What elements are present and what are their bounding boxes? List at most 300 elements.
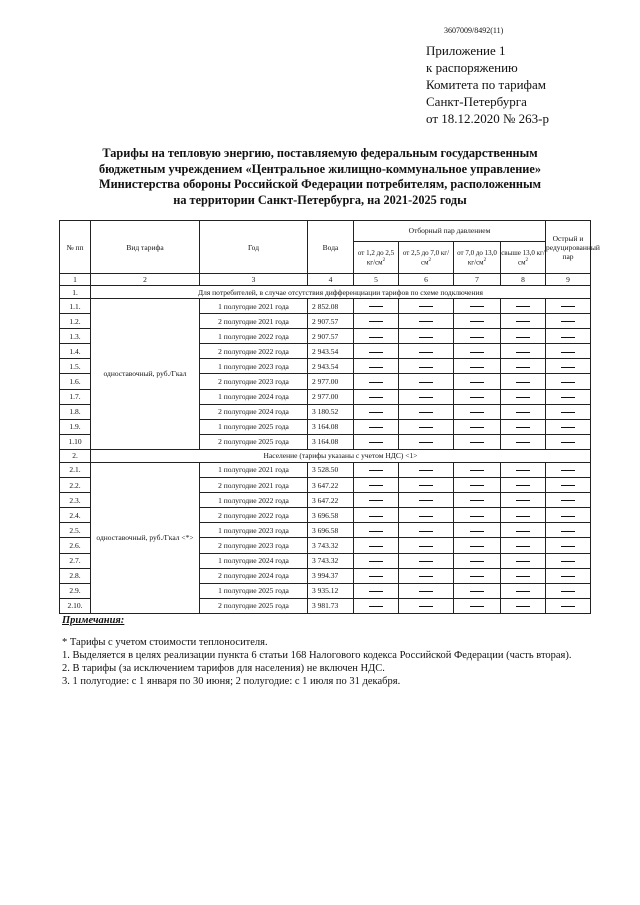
- empty-dash-cell: [546, 359, 591, 374]
- row-period: 2 полугодие 2023 года: [200, 374, 308, 389]
- empty-dash-cell: [546, 419, 591, 434]
- row-period: 1 полугодие 2025 года: [200, 583, 308, 598]
- row-number: 2.3.: [60, 493, 91, 508]
- dash-mark: [516, 412, 530, 413]
- empty-dash-cell: [501, 583, 546, 598]
- empty-dash-cell: [354, 404, 399, 419]
- empty-dash-cell: [354, 598, 399, 613]
- dash-mark: [561, 591, 575, 592]
- section-number: 2.: [60, 449, 91, 462]
- dash-mark: [516, 485, 530, 486]
- dash-mark: [470, 485, 484, 486]
- empty-dash-cell: [546, 493, 591, 508]
- empty-dash-cell: [399, 568, 454, 583]
- row-number: 2.1.: [60, 462, 91, 477]
- dash-mark: [561, 352, 575, 353]
- dash-mark: [516, 397, 530, 398]
- row-water-tariff: 2 977.00: [308, 389, 354, 404]
- row-number: 2.7.: [60, 553, 91, 568]
- header-pressure-1: от 1,2 до 2,5 $кг/см^2$: [354, 241, 399, 273]
- empty-dash-cell: [354, 344, 399, 359]
- title-line: на территории Санкт-Петербурга, на 2021-2025 годы: [173, 192, 467, 207]
- dash-mark: [516, 321, 530, 322]
- empty-dash-cell: [501, 389, 546, 404]
- row-period: 2 полугодие 2021 года: [200, 314, 308, 329]
- dash-mark: [419, 382, 433, 383]
- dash-mark: [561, 546, 575, 547]
- col-number: 7: [454, 274, 501, 286]
- dash-mark: [369, 427, 383, 428]
- tariff-type: одноставочный, руб./Гкал <*>: [91, 462, 200, 613]
- dash-mark: [369, 576, 383, 577]
- row-water-tariff: 3 164.08: [308, 434, 354, 449]
- dash-mark: [561, 516, 575, 517]
- empty-dash-cell: [454, 523, 501, 538]
- row-water-tariff: 3 981.73: [308, 598, 354, 613]
- header-sharp-steam: Острый и редуцированный пар: [546, 221, 591, 274]
- dash-mark: [369, 606, 383, 607]
- empty-dash-cell: [354, 299, 399, 314]
- appendix-line: от 18.12.2020 № 263-р: [426, 111, 549, 126]
- dash-mark: [470, 382, 484, 383]
- dash-mark: [470, 576, 484, 577]
- row-period: 2 полугодие 2025 года: [200, 598, 308, 613]
- table-row: [60, 299, 591, 314]
- tariff-type: одноставочный, руб./Гкал: [91, 299, 200, 450]
- section-header-row: [60, 449, 591, 462]
- dash-mark: [516, 591, 530, 592]
- dash-mark: [369, 397, 383, 398]
- dash-mark: [419, 397, 433, 398]
- empty-dash-cell: [399, 314, 454, 329]
- dash-mark: [369, 412, 383, 413]
- header-water: Вода: [308, 221, 354, 274]
- dash-mark: [419, 337, 433, 338]
- dash-mark: [516, 337, 530, 338]
- empty-dash-cell: [501, 598, 546, 613]
- title-line: Тарифы на тепловую энергию, поставляемую федеральным государственным: [102, 146, 538, 160]
- dash-mark: [419, 500, 433, 501]
- header-row: [60, 221, 591, 242]
- row-number: 2.4.: [60, 508, 91, 523]
- row-number: 1.4.: [60, 344, 91, 359]
- dash-mark: [561, 500, 575, 501]
- dash-mark: [419, 442, 433, 443]
- empty-dash-cell: [501, 344, 546, 359]
- dash-mark: [516, 306, 530, 307]
- empty-dash-cell: [546, 404, 591, 419]
- row-water-tariff: 3 743.32: [308, 553, 354, 568]
- empty-dash-cell: [399, 404, 454, 419]
- dash-mark: [419, 576, 433, 577]
- empty-dash-cell: [546, 329, 591, 344]
- empty-dash-cell: [354, 419, 399, 434]
- dash-mark: [470, 352, 484, 353]
- empty-dash-cell: [501, 404, 546, 419]
- row-water-tariff: 3 994.37: [308, 568, 354, 583]
- dash-mark: [419, 352, 433, 353]
- dash-mark: [419, 531, 433, 532]
- note-line: * Тарифы с учетом стоимости теплоносителя.: [62, 637, 268, 648]
- dash-mark: [516, 382, 530, 383]
- dash-mark: [561, 561, 575, 562]
- document-title: [60, 146, 580, 208]
- dash-mark: [369, 485, 383, 486]
- row-number: 2.6.: [60, 538, 91, 553]
- dash-mark: [561, 427, 575, 428]
- dash-mark: [419, 427, 433, 428]
- dash-mark: [419, 546, 433, 547]
- appendix-line: к распоряжению: [426, 60, 518, 75]
- row-number: 1.7.: [60, 389, 91, 404]
- col-number: 9: [546, 274, 591, 286]
- empty-dash-cell: [454, 389, 501, 404]
- dash-mark: [470, 531, 484, 532]
- dash-mark: [419, 306, 433, 307]
- dash-mark: [470, 516, 484, 517]
- section-number: 1.: [60, 286, 91, 299]
- dash-mark: [561, 412, 575, 413]
- dash-mark: [470, 546, 484, 547]
- empty-dash-cell: [354, 553, 399, 568]
- row-number: 1.2.: [60, 314, 91, 329]
- dash-mark: [470, 337, 484, 338]
- dash-mark: [369, 591, 383, 592]
- col-number: 2: [91, 274, 200, 286]
- dash-mark: [419, 321, 433, 322]
- dash-mark: [561, 485, 575, 486]
- row-period: 2 полугодие 2025 года: [200, 434, 308, 449]
- row-water-tariff: 2 977.00: [308, 374, 354, 389]
- dash-mark: [470, 606, 484, 607]
- empty-dash-cell: [501, 359, 546, 374]
- empty-dash-cell: [399, 462, 454, 477]
- empty-dash-cell: [354, 478, 399, 493]
- row-water-tariff: 2 943.54: [308, 359, 354, 374]
- empty-dash-cell: [546, 598, 591, 613]
- row-number: 2.8.: [60, 568, 91, 583]
- empty-dash-cell: [454, 462, 501, 477]
- empty-dash-cell: [454, 568, 501, 583]
- header-steam-group: Отборный пар давлением: [354, 221, 546, 242]
- dash-mark: [470, 306, 484, 307]
- empty-dash-cell: [354, 359, 399, 374]
- empty-dash-cell: [399, 344, 454, 359]
- row-water-tariff: 3 528.50: [308, 462, 354, 477]
- empty-dash-cell: [399, 523, 454, 538]
- document-number: 3607009/8492(11): [444, 26, 504, 35]
- dash-mark: [369, 531, 383, 532]
- dash-mark: [369, 352, 383, 353]
- note-line: 1. Выделяется в целях реализации пункта 6 статьи 168 Налогового кодекса Российской Федерации (часть вторая).: [62, 650, 572, 661]
- row-period: 1 полугодие 2024 года: [200, 389, 308, 404]
- empty-dash-cell: [501, 419, 546, 434]
- empty-dash-cell: [354, 568, 399, 583]
- dash-mark: [516, 352, 530, 353]
- row-period: 2 полугодие 2021 года: [200, 478, 308, 493]
- dash-mark: [561, 470, 575, 471]
- empty-dash-cell: [501, 434, 546, 449]
- dash-mark: [561, 397, 575, 398]
- empty-dash-cell: [454, 299, 501, 314]
- empty-dash-cell: [546, 434, 591, 449]
- empty-dash-cell: [354, 538, 399, 553]
- row-number: 2.9.: [60, 583, 91, 598]
- row-number: 1.6.: [60, 374, 91, 389]
- dash-mark: [561, 367, 575, 368]
- dash-mark: [470, 427, 484, 428]
- header-pressure-4: свыше 13,0 $кг/см^2$: [501, 241, 546, 273]
- dash-mark: [561, 606, 575, 607]
- row-water-tariff: 2 907.57: [308, 329, 354, 344]
- dash-mark: [369, 442, 383, 443]
- header-pressure-2: от 2,5 до 7,0 $кг/см^2$: [399, 241, 454, 273]
- empty-dash-cell: [399, 493, 454, 508]
- col-number: 5: [354, 274, 399, 286]
- dash-mark: [516, 576, 530, 577]
- empty-dash-cell: [501, 314, 546, 329]
- empty-dash-cell: [454, 478, 501, 493]
- row-period: 1 полугодие 2025 года: [200, 419, 308, 434]
- dash-mark: [516, 546, 530, 547]
- empty-dash-cell: [399, 508, 454, 523]
- dash-mark: [470, 442, 484, 443]
- col-number: 4: [308, 274, 354, 286]
- dash-mark: [419, 516, 433, 517]
- empty-dash-cell: [399, 419, 454, 434]
- empty-dash-cell: [501, 553, 546, 568]
- empty-dash-cell: [354, 314, 399, 329]
- empty-dash-cell: [546, 523, 591, 538]
- empty-dash-cell: [546, 374, 591, 389]
- empty-dash-cell: [399, 299, 454, 314]
- dash-mark: [419, 470, 433, 471]
- header-year: Год: [200, 221, 308, 274]
- empty-dash-cell: [354, 493, 399, 508]
- title-line: бюджетным учреждением «Центральное жилищно-коммунальное управление»: [99, 161, 541, 176]
- appendix-line: Комитета по тарифам: [426, 77, 546, 92]
- dash-mark: [516, 470, 530, 471]
- empty-dash-cell: [454, 404, 501, 419]
- dash-mark: [470, 397, 484, 398]
- appendix-line: Санкт-Петербурга: [426, 94, 527, 109]
- row-water-tariff: 3 164.08: [308, 419, 354, 434]
- dash-mark: [419, 606, 433, 607]
- dash-mark: [561, 442, 575, 443]
- col-number: 1: [60, 274, 91, 286]
- header-tariff-type: Вид тарифа: [91, 221, 200, 274]
- row-number: 2.10.: [60, 598, 91, 613]
- dash-mark: [419, 412, 433, 413]
- row-number: 1.3.: [60, 329, 91, 344]
- row-water-tariff: 2 943.54: [308, 344, 354, 359]
- notes-heading: Примечания:: [62, 615, 125, 626]
- section-title: Население (тарифы указаны с учетом НДС) <1>: [91, 449, 591, 462]
- row-period: 1 полугодие 2022 года: [200, 329, 308, 344]
- row-period: 1 полугодие 2024 года: [200, 553, 308, 568]
- dash-mark: [369, 470, 383, 471]
- dash-mark: [369, 367, 383, 368]
- empty-dash-cell: [454, 359, 501, 374]
- row-water-tariff: 3 935.12: [308, 583, 354, 598]
- empty-dash-cell: [546, 389, 591, 404]
- empty-dash-cell: [399, 389, 454, 404]
- appendix-line: Приложение 1: [426, 43, 506, 58]
- dash-mark: [369, 561, 383, 562]
- dash-mark: [561, 321, 575, 322]
- empty-dash-cell: [454, 598, 501, 613]
- dash-mark: [419, 485, 433, 486]
- row-water-tariff: 3 696.58: [308, 508, 354, 523]
- section-title: Для потребителей, в случае отсутствия дифференциации тарифов по схеме подключения: [91, 286, 591, 299]
- row-period: 1 полугодие 2023 года: [200, 359, 308, 374]
- row-period: 1 полугодие 2023 года: [200, 523, 308, 538]
- row-period: 2 полугодие 2024 года: [200, 568, 308, 583]
- dash-mark: [470, 591, 484, 592]
- empty-dash-cell: [354, 583, 399, 598]
- empty-dash-cell: [354, 462, 399, 477]
- dash-mark: [516, 442, 530, 443]
- row-water-tariff: 3 180.52: [308, 404, 354, 419]
- empty-dash-cell: [501, 508, 546, 523]
- empty-dash-cell: [354, 389, 399, 404]
- empty-dash-cell: [354, 523, 399, 538]
- dash-mark: [419, 561, 433, 562]
- header-num: № пп: [60, 221, 91, 274]
- dash-mark: [516, 367, 530, 368]
- empty-dash-cell: [546, 538, 591, 553]
- empty-dash-cell: [501, 299, 546, 314]
- empty-dash-cell: [501, 329, 546, 344]
- row-water-tariff: 2 852.08: [308, 299, 354, 314]
- empty-dash-cell: [399, 374, 454, 389]
- dash-mark: [516, 500, 530, 501]
- row-period: 1 полугодие 2022 года: [200, 493, 308, 508]
- row-period: 2 полугодие 2023 года: [200, 538, 308, 553]
- dash-mark: [516, 427, 530, 428]
- dash-mark: [516, 516, 530, 517]
- empty-dash-cell: [399, 329, 454, 344]
- row-period: 2 полугодие 2024 года: [200, 404, 308, 419]
- dash-mark: [470, 412, 484, 413]
- dash-mark: [369, 337, 383, 338]
- dash-mark: [369, 321, 383, 322]
- dash-mark: [419, 367, 433, 368]
- empty-dash-cell: [546, 568, 591, 583]
- empty-dash-cell: [354, 329, 399, 344]
- section-header-row: [60, 286, 591, 299]
- empty-dash-cell: [399, 598, 454, 613]
- dash-mark: [369, 306, 383, 307]
- row-number: 1.1.: [60, 299, 91, 314]
- empty-dash-cell: [399, 553, 454, 568]
- empty-dash-cell: [546, 478, 591, 493]
- row-number: 1.9.: [60, 419, 91, 434]
- column-numbers-row: [60, 274, 591, 286]
- dash-mark: [516, 606, 530, 607]
- empty-dash-cell: [501, 538, 546, 553]
- notes-block: [62, 614, 572, 688]
- empty-dash-cell: [546, 583, 591, 598]
- empty-dash-cell: [501, 374, 546, 389]
- empty-dash-cell: [454, 434, 501, 449]
- empty-dash-cell: [546, 299, 591, 314]
- dash-mark: [470, 470, 484, 471]
- row-water-tariff: 2 907.57: [308, 314, 354, 329]
- col-number: 8: [501, 274, 546, 286]
- empty-dash-cell: [399, 359, 454, 374]
- empty-dash-cell: [546, 344, 591, 359]
- row-number: 1.8.: [60, 404, 91, 419]
- empty-dash-cell: [354, 434, 399, 449]
- row-water-tariff: 3 647.22: [308, 493, 354, 508]
- dash-mark: [369, 500, 383, 501]
- tariff-table: [59, 220, 600, 614]
- empty-dash-cell: [354, 508, 399, 523]
- dash-mark: [470, 500, 484, 501]
- dash-mark: [516, 561, 530, 562]
- note-line: 3. 1 полугодие: с 1 января по 30 июня; 2 полугодие: с 1 июля по 31 декабря.: [62, 676, 401, 687]
- empty-dash-cell: [454, 419, 501, 434]
- dash-mark: [419, 591, 433, 592]
- empty-dash-cell: [546, 508, 591, 523]
- row-period: 1 полугодие 2021 года: [200, 299, 308, 314]
- dash-mark: [470, 561, 484, 562]
- dash-mark: [369, 516, 383, 517]
- empty-dash-cell: [454, 374, 501, 389]
- empty-dash-cell: [454, 493, 501, 508]
- empty-dash-cell: [354, 374, 399, 389]
- dash-mark: [369, 546, 383, 547]
- empty-dash-cell: [454, 553, 501, 568]
- empty-dash-cell: [399, 538, 454, 553]
- dash-mark: [470, 367, 484, 368]
- empty-dash-cell: [546, 314, 591, 329]
- empty-dash-cell: [501, 568, 546, 583]
- row-number: 1.10: [60, 434, 91, 449]
- dash-mark: [561, 306, 575, 307]
- empty-dash-cell: [501, 462, 546, 477]
- empty-dash-cell: [501, 493, 546, 508]
- dash-mark: [561, 337, 575, 338]
- dash-mark: [470, 321, 484, 322]
- row-water-tariff: 3 743.32: [308, 538, 354, 553]
- dash-mark: [561, 382, 575, 383]
- empty-dash-cell: [454, 329, 501, 344]
- row-number: 1.5.: [60, 359, 91, 374]
- empty-dash-cell: [454, 314, 501, 329]
- title-line: Министерства обороны Российской Федерации потребителям, расположенным: [98, 177, 541, 191]
- empty-dash-cell: [501, 478, 546, 493]
- row-period: 2 полугодие 2022 года: [200, 344, 308, 359]
- empty-dash-cell: [454, 583, 501, 598]
- row-number: 2.2.: [60, 478, 91, 493]
- note-line: 2. В тарифы (за исключением тарифов для населения) не включен НДС.: [62, 663, 385, 674]
- empty-dash-cell: [399, 583, 454, 598]
- empty-dash-cell: [454, 344, 501, 359]
- empty-dash-cell: [454, 538, 501, 553]
- dash-mark: [516, 531, 530, 532]
- dash-mark: [561, 531, 575, 532]
- row-water-tariff: 3 696.58: [308, 523, 354, 538]
- empty-dash-cell: [501, 523, 546, 538]
- empty-dash-cell: [399, 434, 454, 449]
- table-row: [60, 462, 591, 477]
- empty-dash-cell: [546, 553, 591, 568]
- dash-mark: [369, 382, 383, 383]
- col-number: 6: [399, 274, 454, 286]
- empty-dash-cell: [454, 508, 501, 523]
